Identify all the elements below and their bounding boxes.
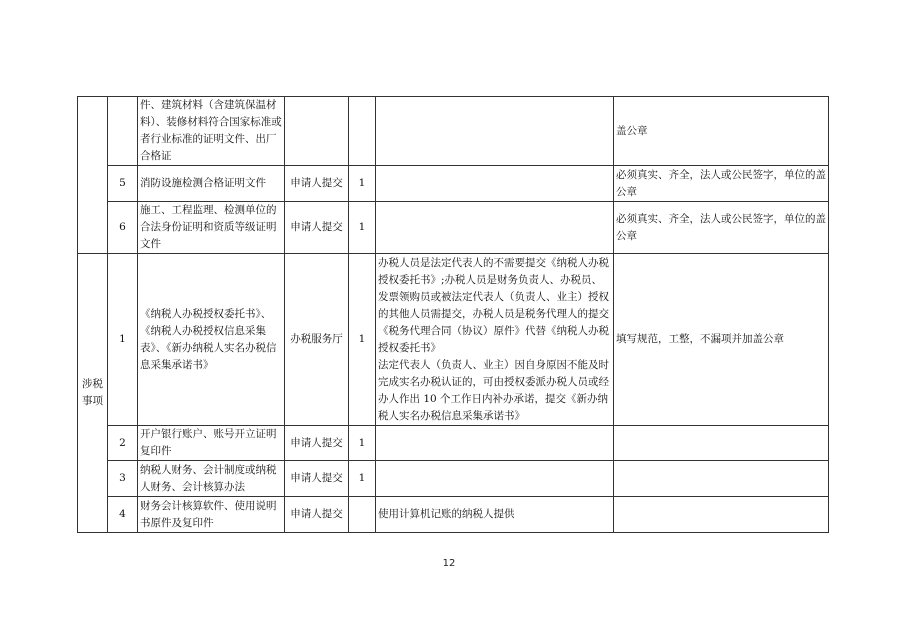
- source-cell: [285, 97, 349, 166]
- table-row: [78, 426, 829, 461]
- row-number: 3: [108, 461, 138, 497]
- table-row: [78, 461, 829, 497]
- table-row: [78, 166, 829, 202]
- material-cell: 开户银行账户、账号开立证明复印件: [138, 426, 285, 461]
- note-cell: [376, 497, 614, 533]
- material-cell: 《纳税人办税授权委托书》、《纳税人办税授权信息采集表》、《新办纳税人实名办税信息采集承诺书》: [138, 254, 285, 426]
- note-cell: [376, 254, 614, 426]
- requirement-cell: 盖公章: [614, 97, 829, 166]
- source-cell: 申请人提交: [285, 202, 349, 254]
- copies-cell: 1: [349, 166, 376, 202]
- note-cell: [376, 166, 614, 202]
- requirement-cell: 必须真实、齐全，法人或公民签字，单位的盖公章: [614, 166, 829, 202]
- source-cell: 办税服务厅: [285, 254, 349, 426]
- copies-cell: 1: [349, 202, 376, 254]
- requirement-cell: [614, 426, 829, 461]
- copies-cell: 1: [349, 254, 376, 426]
- row-number: 6: [108, 202, 138, 254]
- category-cell: 涉税事项: [78, 254, 108, 533]
- source-cell: 申请人提交: [285, 166, 349, 202]
- table-row: [78, 497, 829, 533]
- source-cell: 申请人提交: [285, 426, 349, 461]
- copies-cell: [349, 97, 376, 166]
- row-number: 2: [108, 426, 138, 461]
- note-cell: [376, 97, 614, 166]
- material-cell: 纳税人财务、会计制度或纳税人财务、会计核算办法: [138, 461, 285, 497]
- row-number: 4: [108, 497, 138, 533]
- table-row: [78, 202, 829, 254]
- requirements-table: [77, 96, 829, 533]
- row-number: [108, 97, 138, 166]
- material-cell: 件、建筑材料（含建筑保温材料）、装修材料符合国家标准或者行业标准的证明文件、出厂合格证: [138, 97, 285, 166]
- source-cell: 申请人提交: [285, 461, 349, 497]
- material-cell: 消防设施检测合格证明文件: [138, 166, 285, 202]
- note-cell: [376, 426, 614, 461]
- requirement-cell: [614, 497, 829, 533]
- category-cell-empty: [78, 97, 108, 254]
- source-cell: 申请人提交: [285, 497, 349, 533]
- requirement-cell: 必须真实、齐全，法人或公民签字，单位的盖公章: [614, 202, 829, 254]
- table-row: [78, 97, 829, 166]
- material-cell: 施工、工程监理、检测单位的合法身份证明和资质等级证明文件: [138, 202, 285, 254]
- page-number: 12: [442, 558, 456, 569]
- copies-cell: 1: [349, 426, 376, 461]
- note-paragraph: 办税人员是法定代表人的不需要提交《纳税人办税授权委托书》;办税人员是财务负责人、办税员、发票领购员或被法定代表人（负责人、业主）授权的其他人员需提交，办税人员是税务代理人的提交《税务代理合同（协议）原件》代替《纳税人办税授权委托书》: [378, 256, 609, 354]
- table-row: [78, 254, 829, 426]
- requirement-cell: 填写规范，工整，不漏项并加盖公章: [614, 254, 829, 426]
- note-cell: [376, 461, 614, 497]
- requirement-cell: [614, 461, 829, 497]
- copies-cell: [349, 497, 376, 533]
- row-number: 1: [108, 254, 138, 426]
- note-cell: [376, 202, 614, 254]
- copies-cell: 1: [349, 461, 376, 497]
- note-paragraph: 使用计算机记账的纳税人提供: [378, 508, 515, 520]
- material-cell: 财务会计核算软件、使用说明书原件及复印件: [138, 497, 285, 533]
- row-number: 5: [108, 166, 138, 202]
- note-paragraph: 法定代表人（负责人、业主）因自身原因不能及时完成实名办税认证的，可由授权委派办税人员或经办人作出 10 个工作日内补办承诺，提交《新办纳税人实名办税信息采集承诺书》: [378, 358, 609, 422]
